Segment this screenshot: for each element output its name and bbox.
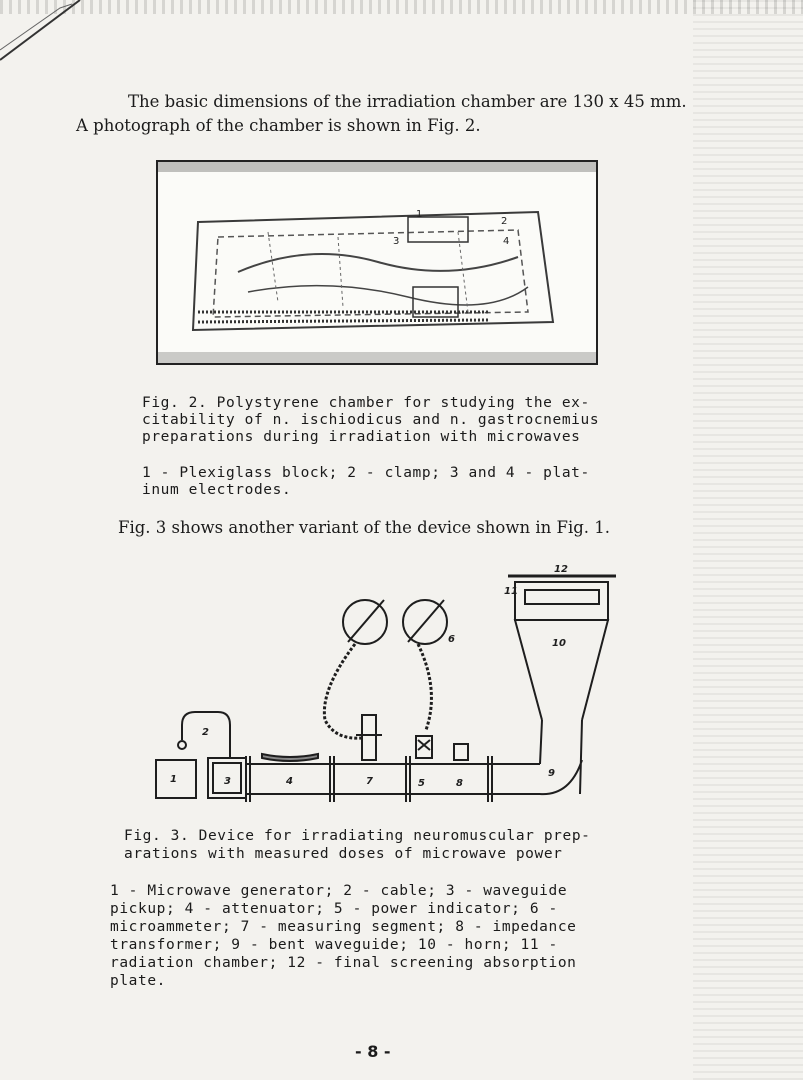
- generator-connector: [178, 741, 186, 749]
- microammeter-needle: [408, 600, 444, 642]
- fig2-caption-line-2: citability of n. ischiodicus and n. gastrocnemius: [142, 412, 600, 428]
- fig3-label-2: 2: [202, 727, 209, 738]
- fig3-label-5: 5: [418, 778, 425, 789]
- fig2-legend-line-1: 1 - Plexiglass block; 2 - clamp; 3 and 4 - plat-: [142, 465, 590, 481]
- fig2-label-2: 2: [501, 216, 508, 227]
- fig3-legend-line-1: 1 - Microwave generator; 2 - cable; 3 - waveguide: [110, 883, 568, 899]
- fig3-legend-line-6: plate.: [110, 973, 166, 989]
- fig2-label-3: 3: [393, 236, 400, 247]
- fig2-label-1: 1: [416, 209, 423, 220]
- fig3-legend-line-2: pickup; 4 - attenuator; 5 - power indicator; 6 -: [110, 901, 558, 917]
- chamber-slot: [525, 590, 599, 604]
- radiation-chamber: [515, 582, 608, 620]
- fig3-label-11: 11: [504, 586, 518, 597]
- fig3-caption-line-2: arations with measured doses of microwave power: [124, 846, 563, 862]
- horn: [515, 620, 608, 720]
- intro-line-2: A photograph of the chamber is shown in Fig. 2.: [76, 116, 481, 135]
- bent-waveguide: [540, 720, 582, 794]
- scan-edge-noise: [0, 0, 803, 14]
- fig2-label-4: 4: [503, 236, 510, 247]
- fig3-label-1: 1: [170, 774, 177, 785]
- power-indicator: [416, 736, 432, 758]
- fig2-caption-line-3: preparations during irradiation with microwaves: [142, 429, 581, 445]
- meter-left-lead: [324, 644, 362, 738]
- fig3-label-10: 10: [552, 638, 566, 649]
- fig3-label-6: 6: [448, 634, 455, 645]
- fig2-caption-line-1: Fig. 2. Polystyrene chamber for studying the ex-: [142, 395, 590, 411]
- intro-line-1: The basic dimensions of the irradiation chamber are 130 x 45 mm.: [128, 92, 687, 111]
- fig3-label-3: 3: [224, 776, 231, 787]
- fig2-legend-line-2: inum electrodes.: [142, 482, 292, 498]
- fig3-device-diagram: [150, 560, 620, 820]
- impedance-transformer: [454, 744, 468, 760]
- fig2-photograph: [156, 160, 598, 365]
- fig3-label-7: 7: [366, 776, 373, 787]
- fig3-label-4: 4: [286, 776, 293, 787]
- microammeter-lead: [418, 644, 431, 730]
- fig3-label-9: 9: [548, 768, 555, 779]
- folded-corner: [0, 0, 90, 70]
- fig3-caption-line-1: Fig. 3. Device for irradiating neuromuscular prep-: [124, 828, 591, 844]
- fig3-intro: Fig. 3 shows another variant of the device shown in Fig. 1.: [118, 518, 611, 537]
- fig2-chamber-photo: [158, 162, 596, 363]
- measuring-segment-probe: [362, 715, 376, 760]
- fig3-label-12: 12: [554, 564, 568, 575]
- fig3-label-8: 8: [456, 778, 463, 789]
- power-indicator-diode: [418, 740, 430, 750]
- fig3-legend-line-5: radiation chamber; 12 - final screening absorption: [110, 955, 577, 971]
- page-number: - 8 -: [355, 1042, 391, 1061]
- scan-speckle: [693, 0, 803, 1080]
- fig3-legend-line-4: transformer; 9 - bent waveguide; 10 - horn; 11 -: [110, 937, 558, 953]
- fig3-legend-line-3: microammeter; 7 - measuring segment; 8 - impedance: [110, 919, 577, 935]
- attenuator: [262, 754, 318, 761]
- meter-left-needle: [348, 600, 384, 642]
